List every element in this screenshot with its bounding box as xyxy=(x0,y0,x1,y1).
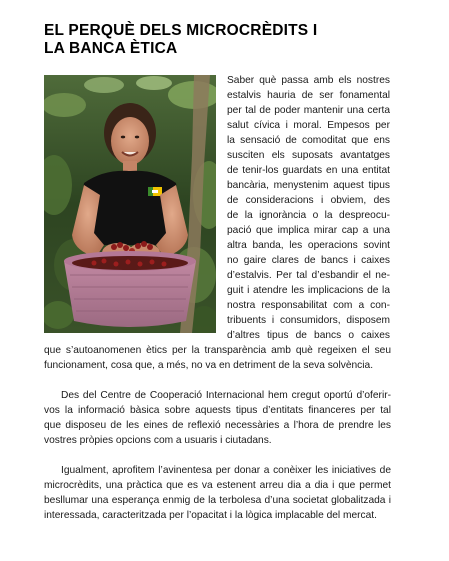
paragraph-1-line: bancària, menystenim aquest tipus xyxy=(227,180,390,191)
paragraph-1-line: estalvis hauria de ser fonamental xyxy=(227,90,390,101)
paragraph-1-line: de consideracions i obviem, des xyxy=(227,195,390,206)
paragraph-3-line: microcrèdits, una pràctica que es va estenent arreu dia a dia i que permet xyxy=(44,480,391,491)
paragraph-1-line: Saber què passa amb els nostres xyxy=(227,75,390,86)
paragraph-2-line: que disposeu de les eines de reflexió necessàries a l’hora de prendre les xyxy=(44,420,391,431)
paragraph-1-line: tribuents i consumidors, disposem xyxy=(227,315,390,326)
paragraph-1-line: la sensació de comoditat que ens xyxy=(227,135,390,146)
paragraph-1-line: funcionament, cosa que, a més, no va en detriment de la seva solvència. xyxy=(44,360,374,371)
paragraph-1-line: guit i atendre les implicacions de la xyxy=(227,285,390,296)
paragraph-1-line: salut cívica i moral. Empesos per xyxy=(227,120,390,131)
paragraph-1-line: nostra responsabilitat com a con- xyxy=(227,300,390,311)
paragraph-1-line: susciten els suposats avantatges xyxy=(227,150,390,161)
paragraph-3-line: interessada, caracteritzada per l’opacitat i la lògica implacable del mercat. xyxy=(44,510,377,521)
title-line-2: LA BANCA ÈTICA xyxy=(44,40,178,57)
paragraph-1-line: per tal de poder mantenir una certa xyxy=(227,105,390,116)
title-line-1: EL PERQUÈ DELS MICROCRÈDITS I xyxy=(44,22,318,39)
paragraph-2-line: vos la informació bàsica sobre aquests tipus d’entitats financeres per tal xyxy=(44,405,391,416)
paragraph-1-line: que s’autoanomenen ètics per la transparència amb què regeixen el seu xyxy=(44,345,391,356)
paragraph-2-line: vostres pròpies opcions com a usuaris i ciutadans. xyxy=(44,435,272,446)
paragraph-3-line: besllumar una esperança enmig de la terbolesa d’una societat globalitzada i xyxy=(44,495,391,506)
paragraph-1-line: pació que implica mirar cap a una xyxy=(227,225,390,236)
paragraph-1-line: no gaire clares de bancs i caixes xyxy=(227,255,390,266)
paragraph-3-line: Igualment, aprofitem l’avinentesa per donar a conèixer les iniciatives de xyxy=(61,465,391,476)
paragraph-1-line: d’altres tipus de bancs o caixes xyxy=(227,330,390,341)
paragraph-1-line: de la ignorància o la despreocu- xyxy=(227,210,390,221)
page-title xyxy=(44,22,374,58)
paragraph-1-line: d’estalvis. Per tal d’esbandir el ne- xyxy=(227,270,390,281)
paragraph-1-line: altra banda, les operacions sovint xyxy=(227,240,390,251)
paragraph-1-line: de tenir-los guardats en una entitat xyxy=(227,165,390,176)
photo-illustration xyxy=(44,75,216,333)
photo-woman-coffee-basket xyxy=(44,75,216,333)
paragraph-2-line: Des del Centre de Cooperació Internacional hem cregut oportú d’oferir- xyxy=(61,390,391,401)
